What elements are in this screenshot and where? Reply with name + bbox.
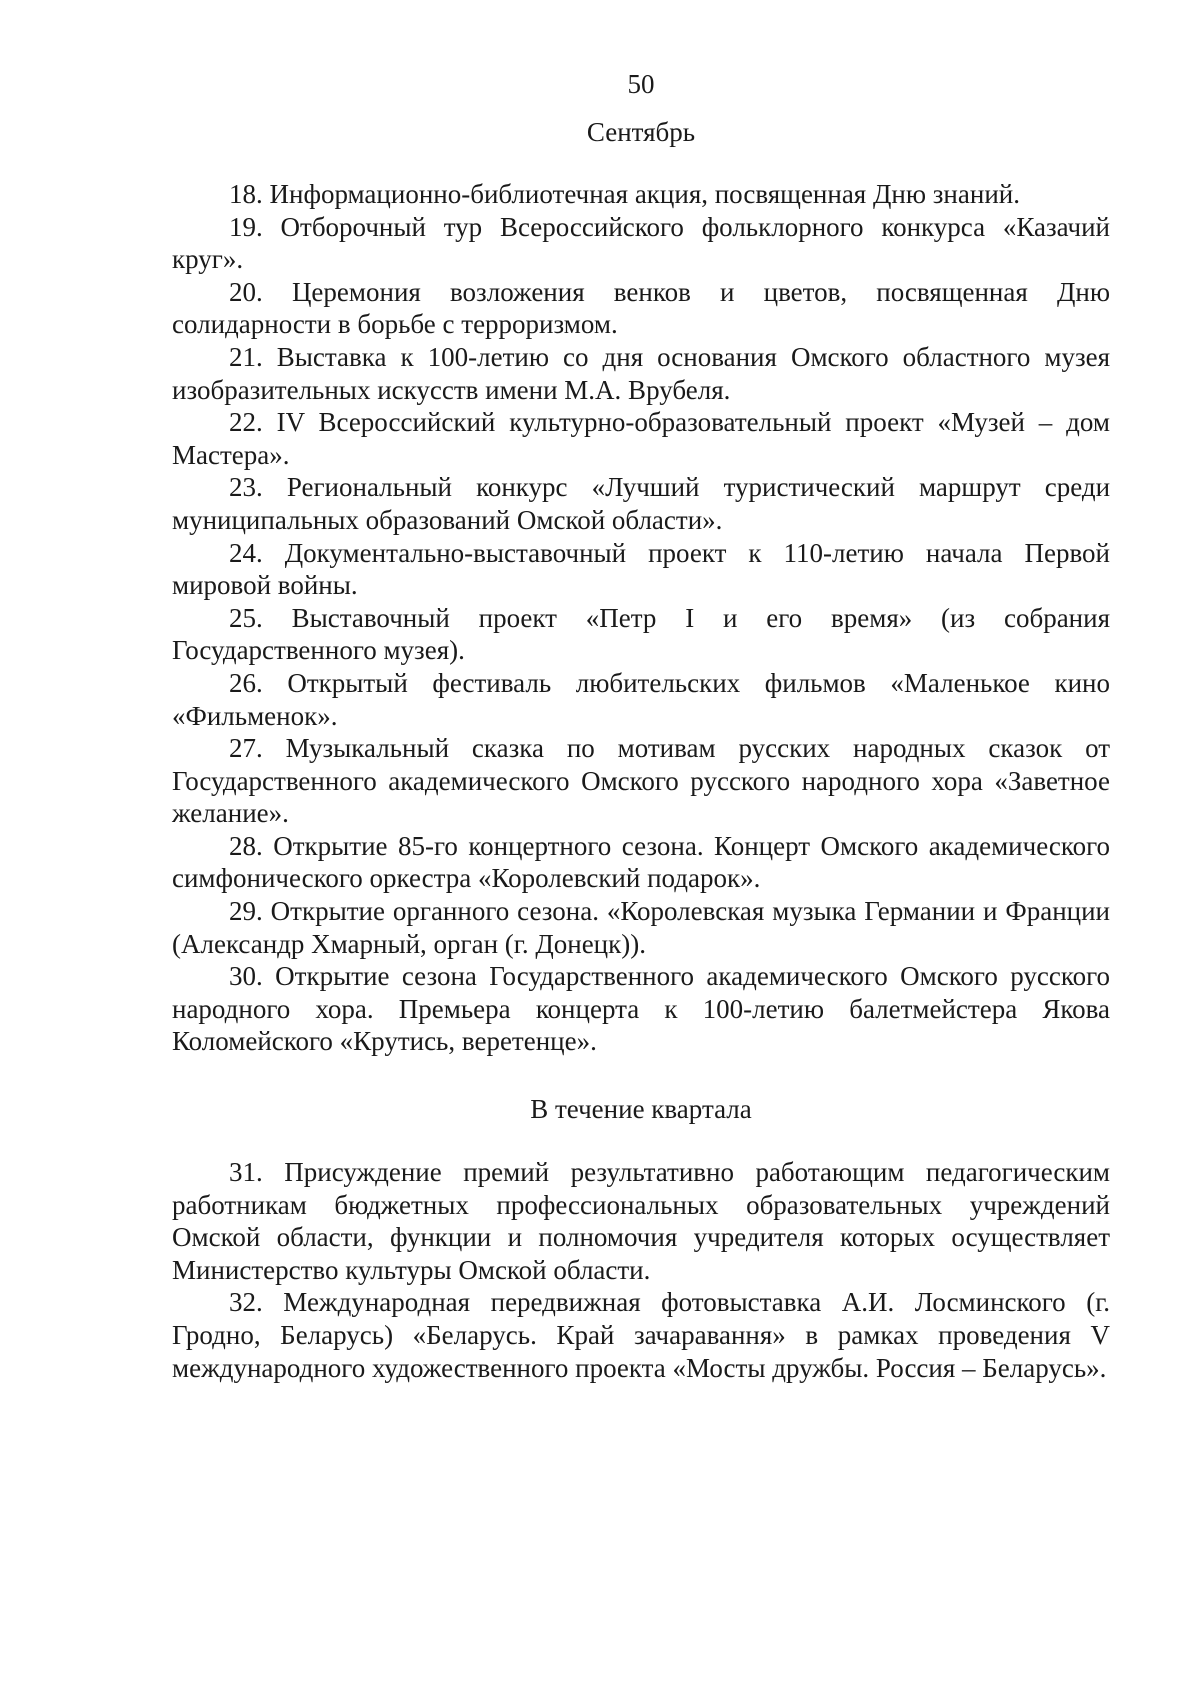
list-item bbox=[172, 667, 1110, 732]
item-number: 18. bbox=[229, 179, 263, 209]
item-number: 31. bbox=[229, 1157, 263, 1187]
list-item bbox=[172, 537, 1110, 602]
item-text: Открытый фестиваль любительских фильмов «Маленькое кино «Фильменок». bbox=[172, 667, 1110, 731]
item-number: 27. bbox=[229, 733, 263, 764]
item-number: 22. bbox=[229, 407, 263, 438]
item-text: Церемония возложения венков и цветов, посвященная Дню солидарности в борьбе с терроризмом. bbox=[172, 276, 1110, 340]
list-item bbox=[172, 1286, 1110, 1384]
item-text: Выставка к 100-летию со дня основания Омского областного музея изобразительных искусств имени М.А. Врубеля. bbox=[172, 341, 1111, 405]
list-item bbox=[172, 1156, 1110, 1286]
item-text: Музыкальный сказка по мотивам русских народных сказок от Государственного академического Омского русского народного хора «Заветное желание». bbox=[172, 733, 1111, 829]
item-text: Выставочный проект «Петр I и его время» (из собрания Государственного музея). bbox=[172, 602, 1111, 666]
item-number: 21. bbox=[229, 341, 263, 372]
item-number: 19. bbox=[229, 211, 263, 242]
list-item bbox=[172, 960, 1110, 1058]
list-item bbox=[172, 732, 1110, 830]
item-text: Региональный конкурс «Лучший туристический маршрут среди муниципальных образований Омской области». bbox=[172, 472, 1111, 535]
item-number: 28. bbox=[229, 830, 263, 861]
item-number: 29. bbox=[229, 896, 263, 927]
item-number: 25. bbox=[229, 602, 263, 633]
item-text: Открытие сезона Государственного академического Омского русского народного хора. Премьера концерта к 100-летию балетмейстера Якова Коломейского «Крутись, веретенце». bbox=[172, 961, 1110, 1057]
item-number: 23. bbox=[229, 472, 263, 503]
item-number: 30. bbox=[229, 961, 263, 992]
list-item bbox=[172, 211, 1110, 276]
item-text: Информационно-библиотечная акция, посвященная Дню знаний. bbox=[269, 179, 1020, 209]
page-number: 50 bbox=[627, 69, 655, 99]
list-item bbox=[172, 895, 1110, 960]
list-item bbox=[172, 471, 1110, 536]
item-text: Присуждение премий результативно работающим педагогическим работникам бюджетных профессиональных образовательных учреждений Омской области, функции и полномочия учредителя которых осуществляет Министерство культуры Омской области. bbox=[172, 1157, 1111, 1285]
item-text: Открытие органного сезона. «Королевская музыка Германии и Франции (Александр Хмарный, орган (г. Донецк)). bbox=[172, 896, 1110, 959]
list-item bbox=[172, 341, 1110, 406]
item-number: 24. bbox=[229, 537, 263, 568]
item-text: Открытие 85-го концертного сезона. Концерт Омского академического симфонического оркестра «Королевский подарок». bbox=[172, 830, 1111, 894]
list-item bbox=[172, 830, 1110, 895]
section-quarter bbox=[172, 1156, 1110, 1384]
list-item bbox=[172, 276, 1110, 341]
list-item bbox=[172, 406, 1110, 471]
item-text: IV Всероссийский культурно-образовательный проект «Музей – дом Мастера». bbox=[172, 407, 1110, 470]
item-number: 26. bbox=[229, 667, 263, 698]
section-heading-quarter: В течение квартала bbox=[530, 1094, 752, 1124]
item-text: Международная передвижная фотовыставка А.И. Лосминского (г. Гродно, Беларусь) «Беларусь. Край зачаравання» в рамках проведения V международного художественного проекта «Мосты дружбы. Россия – Беларусь». bbox=[172, 1287, 1110, 1383]
item-number: 20. bbox=[229, 276, 263, 307]
list-item bbox=[172, 602, 1110, 667]
item-text: Отборочный тур Всероссийского фольклорного конкурса «Казачий круг». bbox=[172, 211, 1110, 275]
section-september bbox=[172, 178, 1110, 1058]
section-heading-september: Сентябрь bbox=[586, 117, 696, 147]
item-text: Документально-выставочный проект к 110-летию начала Первой мировой войны. bbox=[172, 537, 1110, 601]
item-number: 32. bbox=[229, 1287, 263, 1318]
list-item bbox=[172, 178, 1110, 211]
